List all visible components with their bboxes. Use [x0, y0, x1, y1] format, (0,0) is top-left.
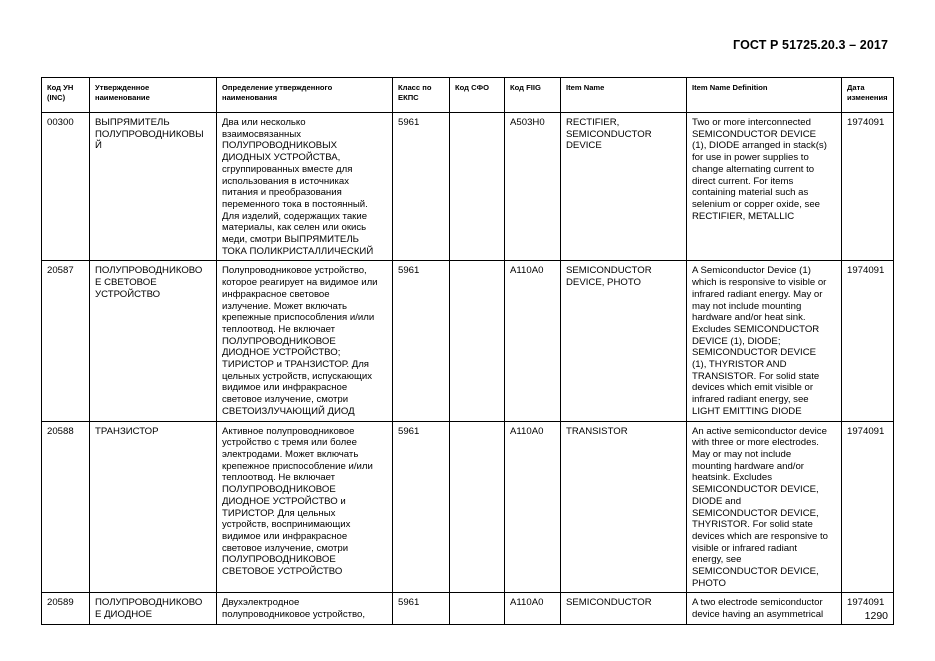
- cell-item-name: SEMICONDUCTOR: [561, 593, 687, 624]
- cell-change-date: 1974091: [842, 261, 894, 421]
- cell-definition-ru: Двухэлектродное полупроводниковое устройство,: [217, 593, 393, 624]
- header-item-definition: Item Name Definition: [687, 78, 842, 113]
- table-row: [42, 113, 894, 261]
- header-inc: Код УН (INC): [42, 78, 90, 113]
- cell-fiig-code: A110A0: [505, 593, 561, 624]
- header-fiig-code: Код FIIG: [505, 78, 561, 113]
- cell-item-definition: A two electrode semiconductor device having an asymmetrical: [687, 593, 842, 624]
- cell-inc: 00300: [42, 113, 90, 261]
- cell-definition-ru: Активное полупроводниковое устройство с тремя или более электродами. Может включать крепежное приспособление и/или теплоотвод. Не включает ПОЛУПРОВОДНИКОВОЕ ДИОДНОЕ УСТРОЙСТВО и ТИРИСТОР. Для цельных устройств, воспринимающих видимое или инфракрасное световое излучение, смотри ПОЛУПРОВОДНИКОВОЕ СВЕТОВОЕ УСТРОЙСТВО: [217, 421, 393, 593]
- header-change-date: Дата изменения: [842, 78, 894, 113]
- cell-item-definition: Two or more interconnected SEMICONDUCTOR DEVICE (1), DIODE arranged in stack(s) for use in power supplies to change alternating current to direct current. For items containing material such as selenium or copper oxide, see RECTIFIER, METALLIC: [687, 113, 842, 261]
- page-number: 1290: [864, 610, 888, 622]
- cell-approved-name: ПОЛУПРОВОДНИКОВО Е СВЕТОВОЕ УСТРОЙСТВО: [90, 261, 217, 421]
- cell-ekps-class: 5961: [393, 113, 450, 261]
- cell-definition-ru: Полупроводниковое устройство, которое реагирует на видимое или инфракрасное световое излучение. Может включать крепежные приспособления и/или теплоотвод. Не включает ПОЛУПРОВОДНИКОВОЕ ДИОДНОЕ УСТРОЙСТВО; ТИРИСТОР и ТРАНЗИСТОР. Для цельных устройств, испускающих видимое или инфракрасное световое излучение, смотри СВЕТОИЗЛУЧАЮЩИЙ ДИОД: [217, 261, 393, 421]
- header-approved-name: Утвержденное наименование: [90, 78, 217, 113]
- header-item-name: Item Name: [561, 78, 687, 113]
- cell-ekps-class: 5961: [393, 261, 450, 421]
- cell-sfo-code: [450, 421, 505, 593]
- cell-item-definition: A Semiconductor Device (1) which is responsive to visible or infrared radiant energy. May or may not include mounting hardware and/or heat sink. Excludes SEMICONDUCTOR DEVICE (1), DIODE; SEMICONDUCTOR DEVICE (1), THYRISTOR AND TRANSISTOR. For solid state devices which emit visible or infrared radiant energy, see LIGHT EMITTING DIODE: [687, 261, 842, 421]
- cell-fiig-code: A110A0: [505, 261, 561, 421]
- cell-ekps-class: 5961: [393, 421, 450, 593]
- cell-sfo-code: [450, 261, 505, 421]
- cell-item-name: SEMICONDUCTOR DEVICE, PHOTO: [561, 261, 687, 421]
- cell-change-date: 1974091: [842, 113, 894, 261]
- cell-definition-ru: Два или несколько взаимосвязанных ПОЛУПРОВОДНИКОВЫХ ДИОДНЫХ УСТРОЙСТВА, сгруппированных вместе для использования в источниках питания и преобразования переменного тока в постоянный. Для изделий, содержащих такие материалы, как селен или окись меди, смотри ВЫПРЯМИТЕЛЬ ТОКА ПОЛИКРИСТАЛЛИЧЕСКИЙ: [217, 113, 393, 261]
- cell-inc: 20589: [42, 593, 90, 624]
- table-row: [42, 261, 894, 421]
- cell-change-date: 1974091: [842, 593, 894, 624]
- cell-fiig-code: A503H0: [505, 113, 561, 261]
- nomenclature-table: [41, 77, 894, 625]
- cell-inc: 20587: [42, 261, 90, 421]
- cell-ekps-class: 5961: [393, 593, 450, 624]
- cell-approved-name: ПОЛУПРОВОДНИКОВО Е ДИОДНОЕ: [90, 593, 217, 624]
- cell-change-date: 1974091: [842, 421, 894, 593]
- table-row: [42, 421, 894, 593]
- cell-sfo-code: [450, 593, 505, 624]
- cell-item-definition: An active semiconductor device with three or more electrodes. May or may not include mounting hardware and/or heatsink. Excludes SEMICONDUCTOR DEVICE, DIODE and SEMICONDUCTOR DEVICE, THYRISTOR. For solid state devices which are responsive to visible or infrared radiant energy, see SEMICONDUCTOR DEVICE, PHOTO: [687, 421, 842, 593]
- header-definition-ru: Определение утвержденного наименования: [217, 78, 393, 113]
- cell-item-name: TRANSISTOR: [561, 421, 687, 593]
- cell-inc: 20588: [42, 421, 90, 593]
- table-header-row: [42, 78, 894, 113]
- document-standard-title: ГОСТ Р 51725.20.3 – 2017: [733, 38, 888, 52]
- table-row: [42, 593, 894, 624]
- cell-fiig-code: A110A0: [505, 421, 561, 593]
- header-ekps-class: Класс по ЕКПС: [393, 78, 450, 113]
- cell-approved-name: ВЫПРЯМИТЕЛЬ ПОЛУПРОВОДНИКОВЫ Й: [90, 113, 217, 261]
- cell-item-name: RECTIFIER, SEMICONDUCTOR DEVICE: [561, 113, 687, 261]
- cell-sfo-code: [450, 113, 505, 261]
- header-sfo-code: Код СФО: [450, 78, 505, 113]
- cell-approved-name: ТРАНЗИСТОР: [90, 421, 217, 593]
